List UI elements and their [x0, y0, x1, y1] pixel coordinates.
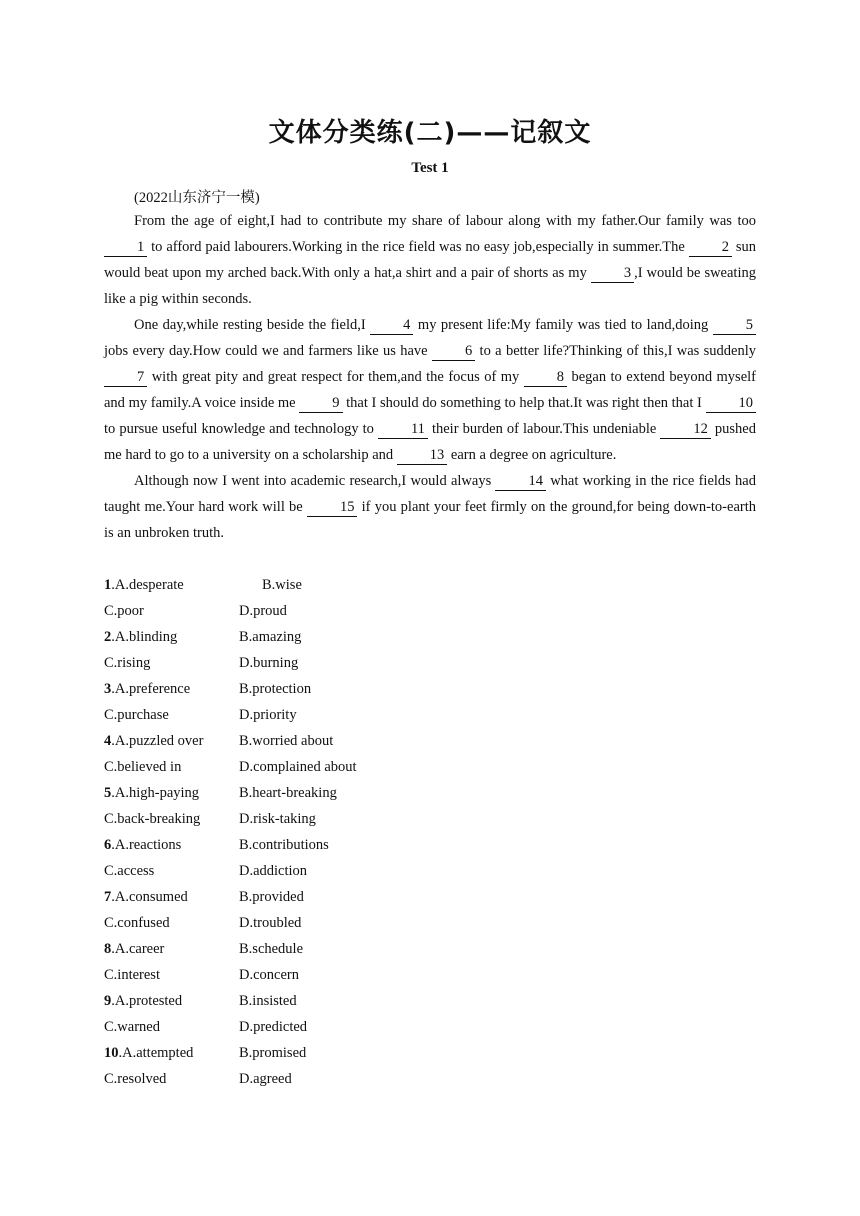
option-row: [104, 884, 504, 910]
option-c: C.back-breaking: [104, 811, 201, 827]
option-row: [104, 910, 504, 936]
option-c: C.purchase: [104, 707, 169, 723]
blank-2: 2: [689, 238, 732, 257]
paragraph-1: [104, 208, 756, 312]
question-number: 7: [104, 889, 112, 905]
option-text: .A.protested: [111, 993, 183, 1009]
option-row: [104, 858, 504, 884]
passage-text: my present life:My family was tied to land,doing: [413, 317, 713, 333]
option-b: B.protection: [239, 681, 312, 697]
passage-text: One day,while resting beside the field,I: [134, 317, 371, 333]
option-row: [104, 572, 504, 598]
passage-text: to afford paid labourers.Working in the rice field was no easy job,especially in summer.The: [147, 239, 689, 255]
option-c: C.access: [104, 863, 155, 879]
passage-text: that I should do something to help that.It was right then that I: [342, 395, 706, 411]
option-text: .A.desperate: [111, 577, 184, 593]
page-title: 文体分类练(二)——记叙文: [268, 118, 592, 148]
option-b: B.insisted: [239, 993, 297, 1009]
option-b: B.schedule: [239, 941, 304, 957]
question-number: 9: [104, 993, 112, 1009]
option-d: D.addiction: [239, 863, 308, 879]
question-number: 6: [104, 837, 112, 853]
passage-text: their burden of labour.This undeniable: [427, 421, 661, 437]
test-heading: Test 1: [411, 160, 449, 176]
option-a: [104, 624, 177, 650]
option-text: .A.reactions: [111, 837, 182, 853]
source-note: (2022山东济宁一模): [134, 190, 260, 206]
option-row: [104, 754, 504, 780]
question-number: 2: [104, 629, 112, 645]
option-c: C.believed in: [104, 759, 182, 775]
option-row: [104, 780, 504, 806]
option-text: .A.puzzled over: [111, 733, 204, 749]
option-row: [104, 650, 504, 676]
option-d: D.complained about: [239, 759, 357, 775]
option-row: [104, 832, 504, 858]
option-row: [104, 728, 504, 754]
passage-text: earn a degree on agriculture.: [447, 447, 617, 463]
option-d: D.priority: [239, 707, 297, 723]
blank-9: 9: [299, 394, 342, 413]
blank-1: 1: [104, 238, 147, 257]
option-c: C.interest: [104, 967, 160, 983]
question-number: 1: [104, 577, 112, 593]
option-row: [104, 676, 504, 702]
question-number: 8: [104, 941, 112, 957]
question-number: 5: [104, 785, 112, 801]
question-number: 10: [104, 1045, 119, 1061]
option-row: [104, 1040, 504, 1066]
option-b: B.promised: [239, 1045, 307, 1061]
option-row: [104, 988, 504, 1014]
option-row: [104, 1066, 504, 1092]
passage-text: sun would beat upon my arched back.With only a hat,a shirt and a pair of shorts as my: [104, 239, 756, 281]
option-d: D.predicted: [239, 1019, 308, 1035]
option-d: D.concern: [239, 967, 299, 983]
passage-text: pushed me hard to go to a university on a scholarship and: [104, 421, 756, 463]
passage-text: jobs every day.How could we and farmers like us have: [104, 343, 432, 359]
option-row: [104, 598, 504, 624]
passage-text: From the age of eight,I had to contribute my share of labour along with my father.Our family was too: [134, 213, 756, 229]
blank-8: 8: [524, 368, 567, 387]
option-row: [104, 1014, 504, 1040]
option-b: B.heart-breaking: [239, 785, 337, 801]
blank-11: 11: [378, 420, 428, 439]
option-b: B.wise: [262, 577, 302, 593]
option-d: D.proud: [239, 603, 287, 619]
cloze-passage: [104, 208, 756, 546]
question-number: 3: [104, 681, 112, 697]
option-b: B.amazing: [239, 629, 302, 645]
option-b: B.provided: [239, 889, 304, 905]
options-list: [104, 572, 504, 1092]
blank-7: 7: [104, 368, 147, 387]
blank-3: 3: [591, 264, 634, 283]
blank-15: 15: [307, 498, 358, 517]
option-row: [104, 962, 504, 988]
option-a: [104, 780, 199, 806]
option-d: D.agreed: [239, 1071, 292, 1087]
blank-4: 4: [370, 316, 413, 335]
option-a: [104, 572, 184, 598]
option-row: [104, 624, 504, 650]
paragraph-2: [104, 312, 756, 468]
option-a: [104, 832, 181, 858]
paragraph-3: [104, 468, 756, 546]
option-b: B.contributions: [239, 837, 329, 853]
passage-text: ,I would be sweating like a pig within seconds.: [104, 265, 756, 307]
option-c: C.rising: [104, 655, 151, 671]
blank-13: 13: [397, 446, 448, 465]
option-a: [104, 988, 182, 1014]
option-a: [104, 1040, 193, 1066]
passage-text: to a better life?Thinking of this,I was suddenly: [475, 343, 756, 359]
option-a: [104, 884, 188, 910]
passage-text: to pursue useful knowledge and technology to: [104, 421, 378, 437]
option-text: .A.blinding: [111, 629, 178, 645]
blank-6: 6: [432, 342, 475, 361]
passage-text: with great pity and great respect for them,and the focus of my: [147, 369, 524, 385]
blank-5: 5: [713, 316, 756, 335]
option-c: C.resolved: [104, 1071, 167, 1087]
option-d: D.troubled: [239, 915, 302, 931]
option-b: B.worried about: [239, 733, 334, 749]
option-d: D.risk-taking: [239, 811, 316, 827]
passage-text: what working in the rice fields had taught me.Your hard work will be: [104, 473, 756, 515]
option-row: [104, 806, 504, 832]
option-a: [104, 728, 203, 754]
option-a: [104, 676, 190, 702]
option-a: [104, 936, 164, 962]
option-row: [104, 702, 504, 728]
blank-14: 14: [495, 472, 546, 491]
option-d: D.burning: [239, 655, 299, 671]
passage-text: if you plant your feet firmly on the ground,for being down-to-earth is an unbroken truth.: [104, 499, 756, 541]
option-c: C.poor: [104, 603, 144, 619]
option-text: .A.high-paying: [111, 785, 200, 801]
passage-text: Although now I went into academic research,I would always: [134, 473, 496, 489]
option-text: .A.preference: [111, 681, 191, 697]
blank-12: 12: [660, 420, 711, 439]
option-text: .A.consumed: [111, 889, 188, 905]
question-number: 4: [104, 733, 112, 749]
blank-10: 10: [706, 394, 757, 413]
option-c: C.confused: [104, 915, 170, 931]
option-text: .A.attempted: [118, 1045, 194, 1061]
passage-text: began to extend beyond myself and my family.A voice inside me: [104, 369, 756, 411]
option-text: .A.career: [111, 941, 165, 957]
option-row: [104, 936, 504, 962]
option-c: C.warned: [104, 1019, 160, 1035]
